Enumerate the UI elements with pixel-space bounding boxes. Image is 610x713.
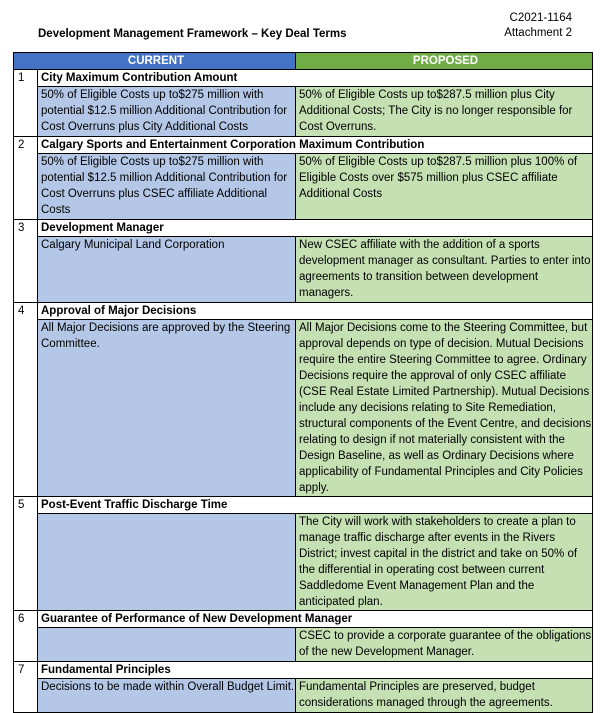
doc-number: C2021-1164 — [509, 12, 572, 24]
document-reference — [504, 11, 572, 41]
section-title: Guarantee of Performance of New Development Manager — [38, 611, 593, 628]
detail-row-1 — [14, 87, 593, 137]
section-row-3 — [14, 220, 593, 237]
section-title: Fundamental Principles — [38, 662, 593, 679]
proposed-cell: All Major Decisions come to the Steering Committee, but approval depends on type of decision. Mutual Decisions require the entire Steering Committee to agree. Ordinary Decisions require the approval of only CSEC affiliate (CSE Real Estate Limited Partnership). Mutual Decisions include any decisions relating to Site Remediation, structural components of the Event Centre, and decisions relating to design if not materially consistent with the Design Baseline, as well as Ordinary Decisions where applicability of Fundamental Principles and City Policies apply. — [296, 320, 593, 497]
section-title: Development Manager — [38, 220, 593, 237]
section-title: Approval of Major Decisions — [38, 303, 593, 320]
section-row-7 — [14, 662, 593, 679]
row-number: 5 — [14, 497, 38, 611]
section-title: Calgary Sports and Entertainment Corporation Maximum Contribution — [38, 137, 593, 154]
proposed-column-header: PROPOSED — [296, 53, 593, 70]
detail-row-7 — [14, 679, 593, 713]
section-row-1 — [14, 70, 593, 87]
row-number: 7 — [14, 662, 38, 713]
detail-row-3 — [14, 237, 593, 303]
proposed-cell: Fundamental Principles are preserved, budget considerations managed through the agreements. — [296, 679, 593, 713]
section-row-6 — [14, 611, 593, 628]
detail-row-6 — [14, 628, 593, 662]
row-number: 6 — [14, 611, 38, 662]
current-cell — [38, 628, 296, 662]
attachment-label: Attachment 2 — [504, 27, 572, 39]
section-title: City Maximum Contribution Amount — [38, 70, 593, 87]
proposed-cell: 50% of Eligible Costs up to$287.5 million plus City Additional Costs; The City is no longer responsible for Cost Overruns. — [296, 87, 593, 137]
key-deal-terms-table — [13, 52, 593, 713]
detail-row-4 — [14, 320, 593, 497]
section-row-5 — [14, 497, 593, 514]
table-header-row — [14, 53, 593, 70]
proposed-cell: 50% of Eligible Costs up to$287.5 million plus 100% of Eligible Costs over $575 million plus CSEC affiliate Additional Costs — [296, 154, 593, 220]
proposed-cell: The City will work with stakeholders to create a plan to manage traffic discharge after events in the Rivers District; invest capital in the district and take on 50% of the differential in operating cost between current Saddledome Event Management Plan and the anticipated plan. — [296, 514, 593, 611]
page-title: Development Management Framework – Key Deal Terms — [38, 28, 347, 40]
current-column-header: CURRENT — [14, 53, 296, 70]
section-row-2 — [14, 137, 593, 154]
row-number: 4 — [14, 303, 38, 497]
detail-row-5 — [14, 514, 593, 611]
proposed-cell: New CSEC affiliate with the addition of a sports development manager as consultant. Parties to enter into agreements to transition between development managers. — [296, 237, 593, 303]
row-number: 1 — [14, 70, 38, 137]
row-number: 3 — [14, 220, 38, 303]
proposed-cell: CSEC to provide a corporate guarantee of the obligations of the new Development Manager. — [296, 628, 593, 662]
current-cell: 50% of Eligible Costs up to$275 million with potential $12.5 million Additional Contribution for Cost Overruns plus City Additional Costs — [38, 87, 296, 137]
section-title: Post-Event Traffic Discharge Time — [38, 497, 593, 514]
current-cell — [38, 514, 296, 611]
detail-row-2 — [14, 154, 593, 220]
current-cell: All Major Decisions are approved by the Steering Committee. — [38, 320, 296, 497]
current-cell: Calgary Municipal Land Corporation — [38, 237, 296, 303]
section-row-4 — [14, 303, 593, 320]
current-cell: 50% of Eligible Costs up to$275 million with potential $12.5 million Additional Contribution for Cost Overruns plus CSEC affiliate Additional Costs — [38, 154, 296, 220]
current-cell: Decisions to be made within Overall Budget Limit. — [38, 679, 296, 713]
row-number: 2 — [14, 137, 38, 220]
